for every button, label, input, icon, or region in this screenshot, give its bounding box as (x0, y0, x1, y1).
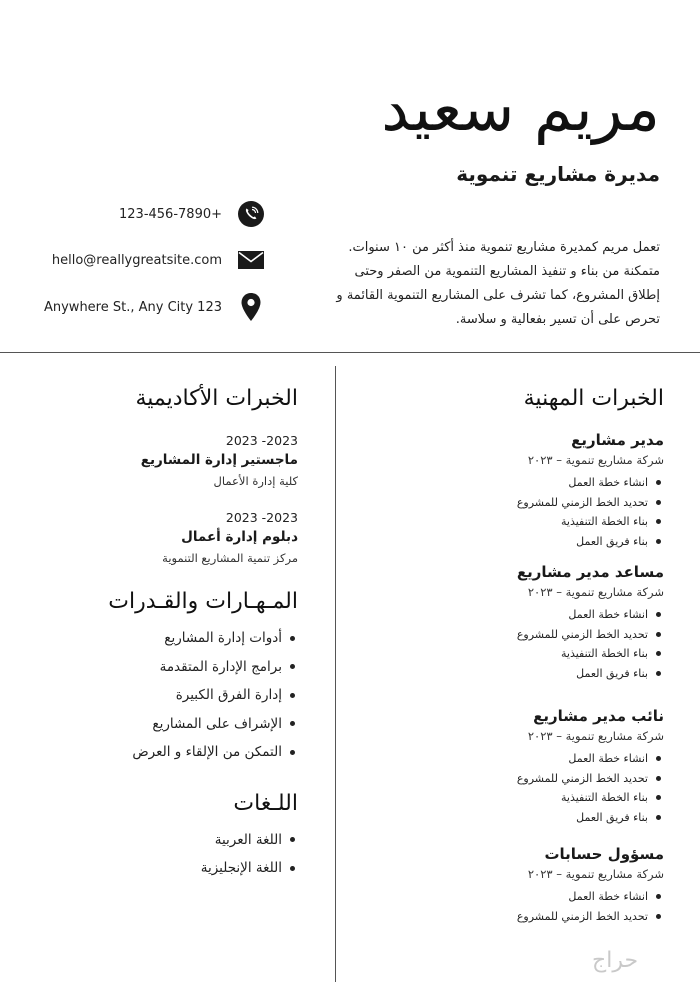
column-divider (335, 366, 336, 982)
list-item: بناء فريق العمل (384, 808, 664, 828)
languages-list (28, 826, 298, 883)
list-item: تحديد الخط الزمني للمشروع (384, 907, 664, 927)
job-entry (384, 707, 664, 827)
job-title: مساعد مدير مشاريع (516, 563, 664, 581)
job-title: مسؤول حسابات (544, 845, 664, 863)
list-item: انشاء خطة العمل (384, 605, 664, 625)
list-item: بناء فريق العمل (384, 664, 664, 684)
list-item: اللغة العربية (28, 826, 298, 855)
list-item: بناء الخطة التنفيذية (384, 644, 664, 664)
list-item: إدارة الفرق الكبيرة (28, 681, 298, 710)
job-entry (384, 431, 664, 551)
left-column (28, 386, 298, 883)
contact-email-row (52, 245, 266, 275)
phone-text: 123-456-7890+ (119, 206, 222, 222)
job-company: شركة مشاريع تنموية – ٢٠٢٣ (527, 585, 664, 599)
job-company: شركة مشاريع تنموية – ٢٠٢٣ (527, 453, 664, 467)
list-item: انشاء خطة العمل (384, 473, 664, 493)
mail-icon (236, 245, 266, 275)
watermark-logo: حراج (592, 948, 639, 973)
phone-icon (236, 199, 266, 229)
list-item: انشاء خطة العمل (384, 887, 664, 907)
list-item: بناء الخطة التنفيذية (384, 512, 664, 532)
job-task-list (384, 749, 664, 827)
list-item: أدوات إدارة المشاريع (28, 624, 298, 653)
list-item: التمكن من الإلقاء و العرض (28, 738, 298, 767)
languages-title: اللـغات (233, 790, 298, 816)
education-date: 2023 -2023 (225, 433, 298, 448)
list-item: تحديد الخط الزمني للمشروع (384, 769, 664, 789)
list-item: الإشراف على المشاريع (28, 710, 298, 739)
experience-title: الخبرات المهنية (523, 386, 664, 411)
list-item: بناء فريق العمل (384, 532, 664, 552)
education-date: 2023 -2023 (225, 510, 298, 525)
address-text: Anywhere St., Any City 123 (43, 299, 222, 315)
job-title: مدير مشاريع (571, 431, 664, 449)
list-item: بناء الخطة التنفيذية (384, 788, 664, 808)
email-text: hello@reallygreatsite.com (51, 252, 222, 268)
list-item: اللغة الإنجليزية (28, 854, 298, 883)
job-company: شركة مشاريع تنموية – ٢٠٢٣ (527, 867, 664, 881)
skills-list (28, 624, 298, 767)
skills-title: المـهـارات والقـدرات (108, 589, 298, 614)
header-divider (0, 352, 700, 353)
location-pin-icon (236, 292, 266, 322)
job-task-list (384, 605, 664, 683)
education-institution: مركز تنمية المشاريع التنموية (162, 551, 298, 565)
profile-summary: تعمل مريم كمديرة مشاريع تنموية منذ أكثر من ١٠ سنوات. متمكنة من بناء و تنفيذ المشاريع التنموية من الصفر وحتى إطلاق المشروع، كما تشرف على المشاريع التنموية القائمة و تحرص على أن تسير بفعالية و سلاسة. (336, 240, 660, 327)
education-entry (28, 433, 298, 488)
list-item: برامج الإدارة المتقدمة (28, 653, 298, 682)
candidate-name: مريم سعيد (381, 72, 660, 145)
experience-section (384, 386, 664, 926)
education-title: الخبرات الأكاديمية (135, 386, 298, 411)
education-degree: دبلوم إدارة أعمال (181, 529, 298, 545)
education-entry (28, 510, 298, 565)
list-item: تحديد الخط الزمني للمشروع (384, 625, 664, 645)
job-title: نائب مدير مشاريع (533, 707, 664, 725)
list-item: انشاء خطة العمل (384, 749, 664, 769)
job-task-list (384, 887, 664, 926)
job-entry (384, 845, 664, 926)
contact-phone-row (119, 199, 266, 229)
job-task-list (384, 473, 664, 551)
contact-address-row (44, 292, 266, 322)
job-role-title: مديرة مشاريع تنموية (456, 162, 660, 186)
education-degree: ماجستير إدارة المشاريع (140, 452, 298, 468)
education-institution: كلية إدارة الأعمال (213, 474, 298, 488)
list-item: تحديد الخط الزمني للمشروع (384, 493, 664, 513)
job-company: شركة مشاريع تنموية – ٢٠٢٣ (527, 729, 664, 743)
job-entry (384, 563, 664, 683)
